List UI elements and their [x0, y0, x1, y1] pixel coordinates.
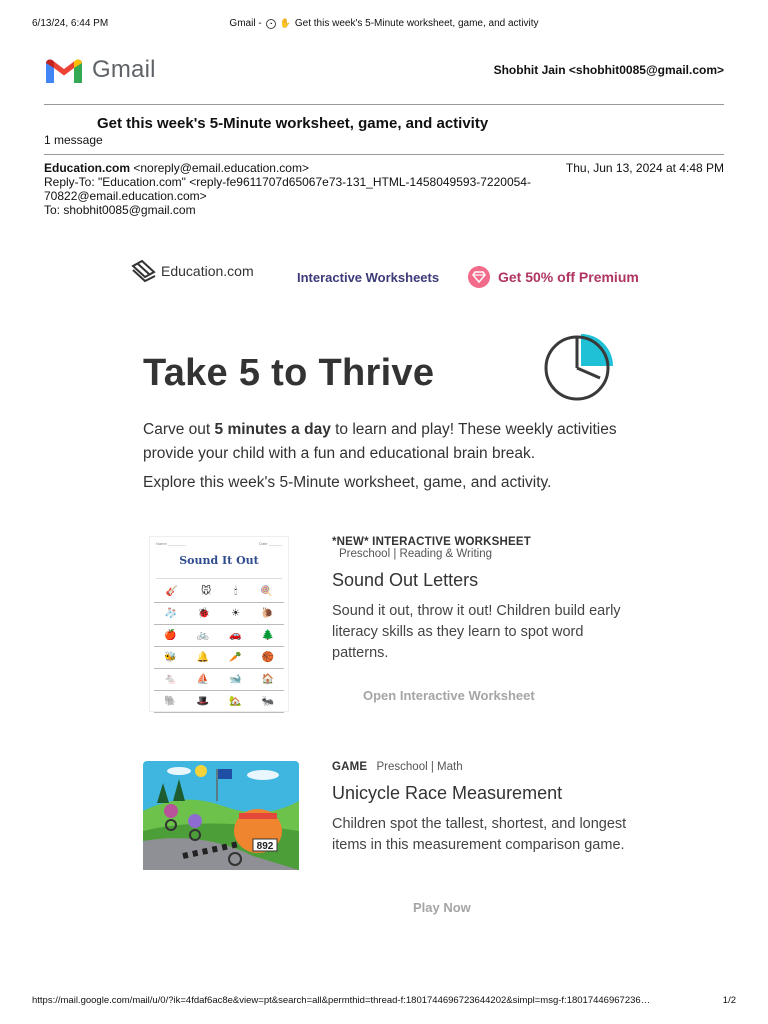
game-kicker-line: [332, 761, 632, 773]
account-label: Shobhit Jain <shobhit0085@gmail.com>: [493, 63, 724, 77]
premium-link[interactable]: [468, 266, 639, 288]
worksheet-picture-icon: ⛵: [196, 673, 209, 685]
print-title-text: Get this week's 5-Minute worksheet, game, and activity: [294, 18, 539, 29]
worksheet-picture-icon: 🎩: [196, 695, 209, 707]
worksheet-picture-icon: 🐋: [229, 673, 242, 685]
page-number: 1/2: [722, 995, 736, 1006]
message-count: 1 message: [44, 133, 103, 147]
education-logo[interactable]: [130, 258, 254, 284]
worksheet-info: [332, 536, 632, 664]
game-info: [332, 761, 632, 856]
hero-title: Take 5 to Thrive: [143, 352, 435, 394]
worksheet-picture-icon: 🐞: [197, 607, 211, 619]
worksheet-name-date: Name ________ Date ______: [156, 541, 282, 546]
intro-post: to learn and play! These weekly activities provide your child with a fun and educational brain break.: [143, 421, 617, 462]
worksheet-picture-icon: 🐭: [200, 585, 212, 597]
card-tags: Preschool | Reading & Writing: [339, 548, 492, 560]
divider: [44, 104, 724, 105]
print-url: https://mail.google.com/mail/u/0/?ik=4fdaf6ac8e&view=pt&search=all&permthid=thread-f:1801744696723644202&simpl=msg-f:18017446967236…: [32, 995, 651, 1006]
card-title[interactable]: Unicycle Race Measurement: [332, 783, 563, 803]
worksheet-picture-icon: 🌲: [261, 629, 274, 641]
gmail-wordmark: Gmail: [92, 56, 156, 83]
intro-pre: Carve out: [143, 421, 215, 438]
worksheet-picture-icon: 🕯: [234, 585, 238, 597]
worksheet-picture-icon: 🏀: [261, 651, 274, 663]
intro-bold: 5 minutes a day: [214, 421, 331, 438]
worksheet-picture-icon: 🚗: [229, 629, 242, 641]
email-brand-bar: [130, 258, 648, 294]
worksheet-instructions: [156, 569, 282, 579]
interactive-worksheets-link[interactable]: Interactive Worksheets: [297, 270, 440, 285]
worksheet-row: [154, 691, 284, 713]
worksheet-rows: [150, 581, 288, 713]
card-description: Sound it out, throw it out! Children build early literacy skills as they learn to spot word patterns.: [332, 603, 621, 661]
card-title[interactable]: Sound Out Letters: [332, 570, 479, 590]
hero-intro: [143, 418, 643, 466]
worksheet-picture-icon: 🐘: [164, 695, 177, 707]
worksheet-picture-icon: 🍭: [260, 585, 273, 597]
game-thumbnail[interactable]: [143, 761, 299, 875]
game-bib-number: 892: [256, 841, 274, 852]
worksheet-picture-icon: 🍎: [164, 629, 177, 641]
gmail-header: [44, 55, 724, 87]
divider: [44, 154, 724, 155]
diamond-icon: [468, 266, 490, 288]
worksheet-picture-icon: 🐜: [261, 695, 274, 707]
worksheet-picture-icon: 🔔: [196, 651, 209, 663]
worksheet-picture-icon: 🎸: [165, 585, 178, 597]
worksheet-picture-icon: 🧦: [164, 607, 177, 619]
thread-subject: Get this week's 5-Minute worksheet, game, and activity: [97, 115, 489, 132]
card-kicker: GAME: [332, 761, 368, 773]
print-date: 6/13/24, 6:44 PM: [32, 18, 109, 29]
worksheet-picture-icon: 🐌: [261, 607, 274, 619]
print-title: [32, 18, 736, 29]
sender-name: Education.com: [44, 161, 131, 175]
card-kicker: *NEW* INTERACTIVE WORKSHEET: [332, 536, 531, 548]
worksheet-row: [154, 603, 284, 625]
worksheet-thumbnail[interactable]: [149, 536, 289, 712]
worksheet-picture-icon: 🐝: [164, 651, 177, 663]
worksheet-thumb-title: Sound It Out: [179, 554, 259, 567]
card-tags: Preschool | Math: [376, 761, 463, 773]
game-card: [143, 761, 643, 881]
worksheet-picture-icon: 🚲: [196, 629, 209, 641]
unicycle-race-illustration: [143, 761, 299, 870]
worksheet-row: [154, 625, 284, 647]
worksheet-picture-icon: 🏡: [229, 695, 242, 707]
worksheet-row: [154, 669, 284, 691]
worksheet-picture-icon: 🏠: [261, 673, 274, 685]
worksheet-row: [154, 581, 284, 603]
reply-to-line: Reply-To: "Education.com" <reply-fe9611707d65067e73-131_HTML-1458049593-7220054-70822@email.education.com>: [44, 175, 531, 203]
worksheet-picture-icon: 🥕: [229, 651, 242, 663]
hero-explore: Explore this week's 5-Minute worksheet, game, and activity.: [143, 474, 552, 491]
education-logo-text: Education.com: [161, 263, 254, 279]
worksheet-picture-icon: ☀: [231, 607, 241, 619]
open-worksheet-button[interactable]: Open Interactive Worksheet: [363, 688, 535, 703]
print-title-prefix: Gmail -: [229, 18, 262, 29]
worksheet-picture-icon: 🐁: [164, 673, 177, 685]
print-header: [32, 18, 736, 32]
message-meta: [44, 161, 724, 217]
message-datetime: Thu, Jun 13, 2024 at 4:48 PM: [565, 161, 724, 175]
to-line: To: shobhit0085@gmail.com: [44, 203, 196, 217]
gmail-logo[interactable]: [44, 55, 156, 85]
clock-icon: [540, 330, 620, 406]
hand-emoji-icon: ✋: [279, 18, 291, 28]
education-logo-icon: [130, 258, 158, 284]
card-description: Children spot the tallest, shortest, and longest items in this measurement comparison game.: [332, 816, 627, 853]
gmail-m-icon: [44, 55, 84, 85]
worksheet-row: [154, 647, 284, 669]
sender-email: <noreply@email.education.com>: [133, 161, 309, 175]
clock-emoji-icon: ◔: [266, 19, 276, 29]
play-now-button[interactable]: Play Now: [413, 900, 471, 915]
premium-link-label: Get 50% off Premium: [498, 269, 639, 285]
